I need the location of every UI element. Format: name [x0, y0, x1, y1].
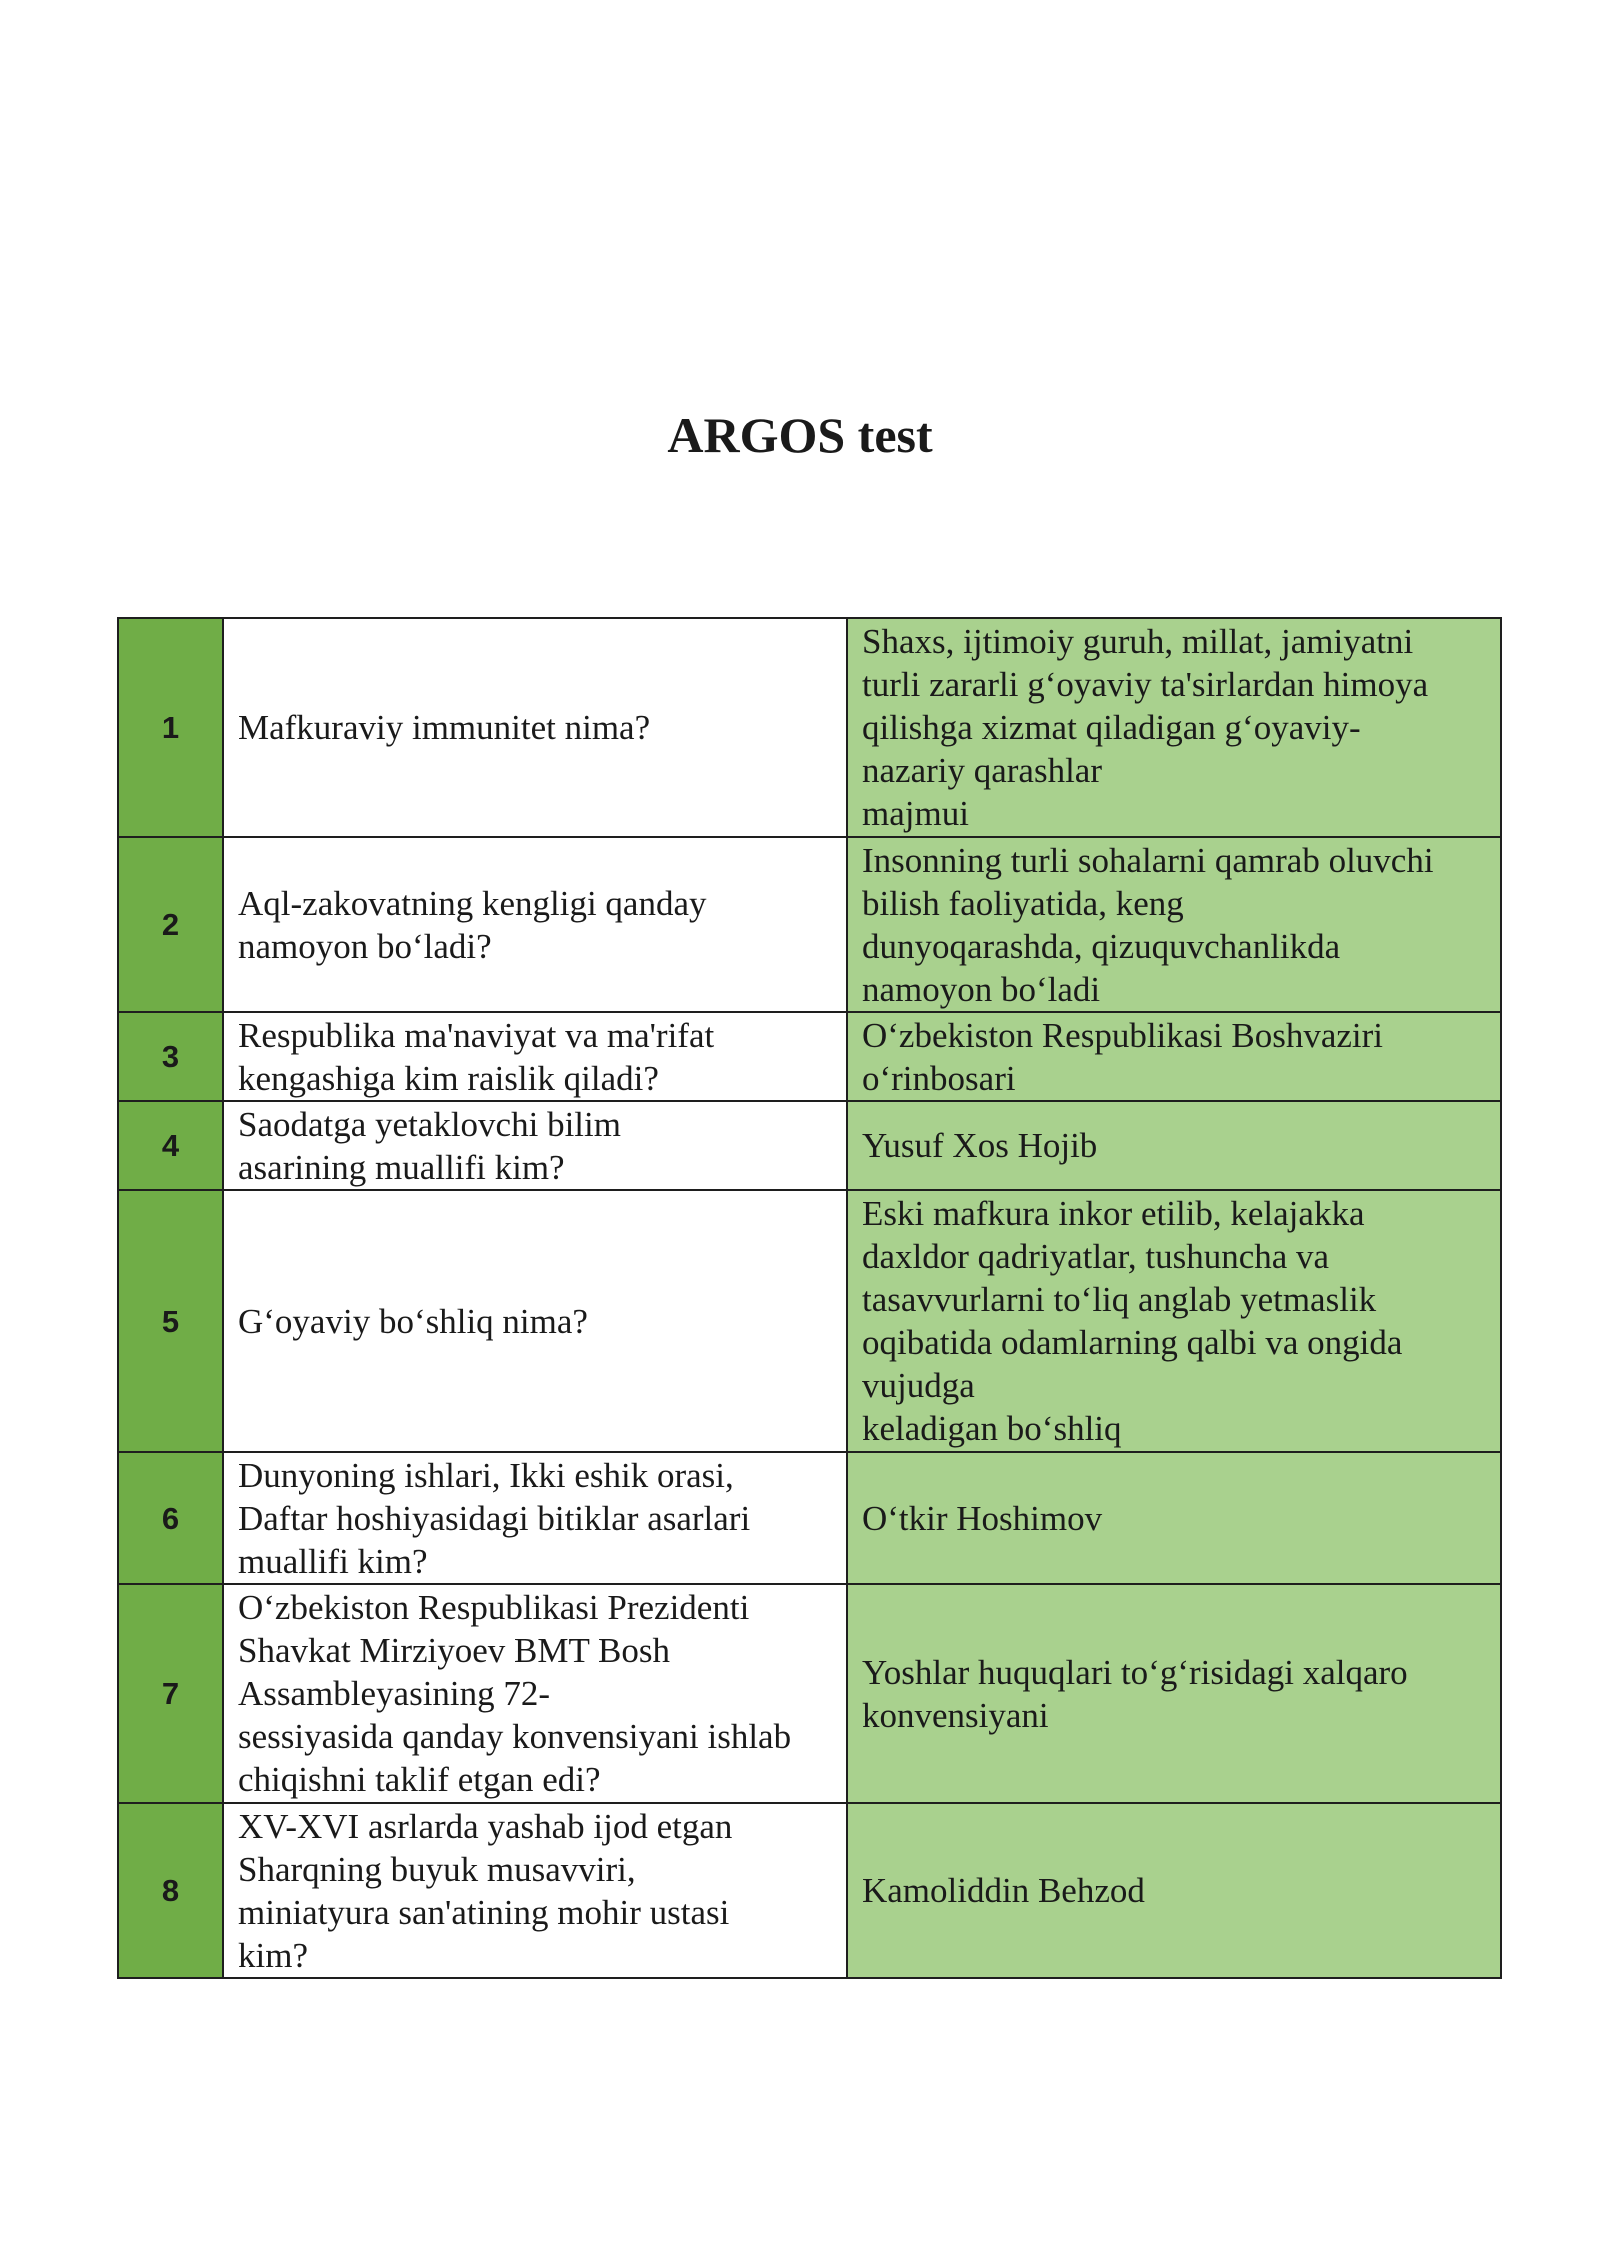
- answer-cell: Kamoliddin Behzod: [847, 1803, 1501, 1978]
- answer-cell: Yoshlar huquqlari to‘g‘risidagi xalqaro konvensiyani: [847, 1584, 1501, 1803]
- table-row: [118, 618, 1501, 837]
- table-row: [118, 1584, 1501, 1803]
- table-row: [118, 1452, 1501, 1584]
- question-cell: O‘zbekiston Respublikasi Prezidenti Shavkat Mirziyoev BMT Bosh Assambleyasining 72- sessiyasida qanday konvensiyani ishlab chiqishni taklif etgan edi?: [223, 1584, 847, 1803]
- row-number: 4: [118, 1101, 223, 1190]
- question-cell: G‘oyaviy bo‘shliq nima?: [223, 1190, 847, 1452]
- page-title: ARGOS test: [667, 407, 933, 463]
- answer-cell: O‘tkir Hoshimov: [847, 1452, 1501, 1584]
- table-row: [118, 1190, 1501, 1452]
- answer-cell: O‘zbekiston Respublikasi Boshvaziri o‘rinbosari: [847, 1012, 1501, 1101]
- table-row: [118, 1803, 1501, 1978]
- question-cell: Mafkuraviy immunitet nima?: [223, 618, 847, 837]
- question-cell: Saodatga yetaklovchi bilim asarining muallifi kim?: [223, 1101, 847, 1190]
- row-number: 5: [118, 1190, 223, 1452]
- row-number: 1: [118, 618, 223, 837]
- question-cell: Dunyoning ishlari, Ikki eshik orasi, Daftar hoshiyasidagi bitiklar asarlari muallifi kim?: [223, 1452, 847, 1584]
- row-number: 8: [118, 1803, 223, 1978]
- question-cell: XV-XVI asrlarda yashab ijod etgan Sharqning buyuk musavviri, miniatyura san'atining mohir ustasi kim?: [223, 1803, 847, 1978]
- table-row: [118, 837, 1501, 1012]
- answer-cell: Eski mafkura inkor etilib, kelajakka daxldor qadriyatlar, tushuncha va tasavvurlarni to‘liq anglab yetmaslik oqibatida odamlarning qalbi va ongida vujudga keladigan bo‘shliq: [847, 1190, 1501, 1452]
- table-row: [118, 1101, 1501, 1190]
- row-number: 6: [118, 1452, 223, 1584]
- question-cell: Respublika ma'naviyat va ma'rifat kengashiga kim raislik qiladi?: [223, 1012, 847, 1101]
- row-number: 7: [118, 1584, 223, 1803]
- table-row: [118, 1012, 1501, 1101]
- row-number: 2: [118, 837, 223, 1012]
- answer-cell: Insonning turli sohalarni qamrab oluvchi bilish faoliyatida, keng dunyoqarashda, qizuquvchanlikda namoyon bo‘ladi: [847, 837, 1501, 1012]
- answer-cell: Shaxs, ijtimoiy guruh, millat, jamiyatni turli zararli g‘oyaviy ta'sirlardan himoya qilishga xizmat qiladigan g‘oyaviy- nazariy qarashlar majmui: [847, 618, 1501, 837]
- row-number: 3: [118, 1012, 223, 1101]
- answer-cell: Yusuf Xos Hojib: [847, 1101, 1501, 1190]
- question-cell: Aql-zakovatning kengligi qanday namoyon bo‘ladi?: [223, 837, 847, 1012]
- qa-table: [117, 617, 1502, 1979]
